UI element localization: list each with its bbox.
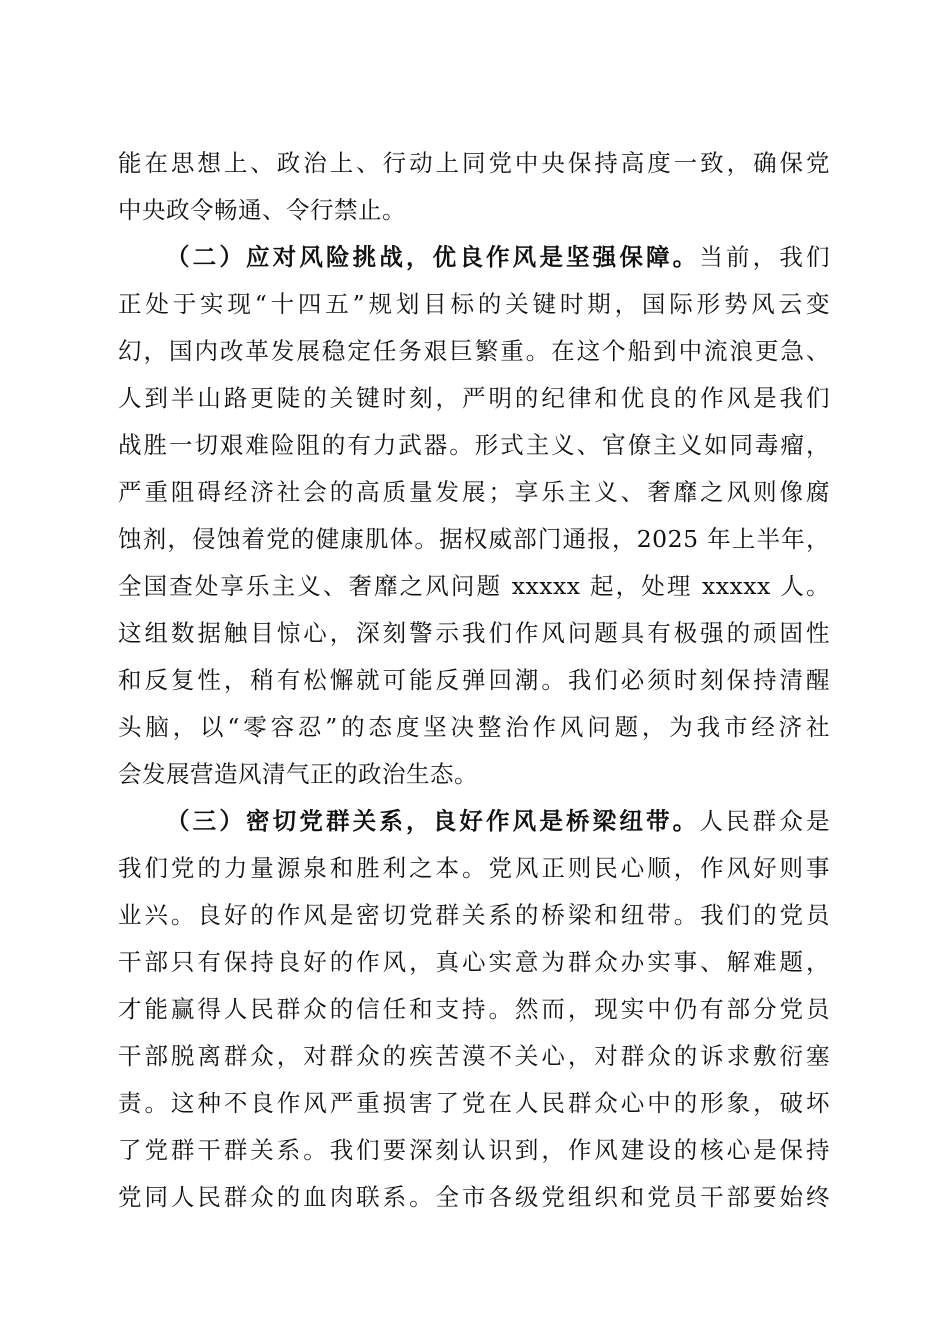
text-line: 了党群干群关系。我们要深刻认识到，作风建设的核心是保持 [118, 1136, 830, 1164]
paragraph-first-line [118, 234, 830, 281]
text-line: 和反复性，稍有松懈就可能反弹回潮。我们必须时刻保持清醒 [118, 666, 830, 694]
text-line: 这组数据触目惊心，深刻警示我们作风问题具有极强的顽固性 [118, 619, 830, 647]
section-heading: （三）密切党群关系，良好作风是桥梁纽带。 [166, 807, 700, 835]
document-body [118, 140, 830, 1221]
text-line: 才能赢得人民群众的信任和支持。然而，现实中仍有部分党员 [118, 995, 830, 1023]
heading-continuation: 人民群众是 [699, 807, 830, 835]
text-line: 人到半山路更陡的关键时刻，严明的纪律和优良的作风是我们 [118, 384, 830, 412]
heading-continuation: 当前，我们 [699, 243, 830, 271]
paragraph-2 [118, 234, 830, 798]
text-line: 干部只有保持良好的作风，真心实意为群众办实事、解难题， [118, 948, 830, 976]
text-line: 头脑，以“零容忍”的态度坚决整治作风问题，为我市经济社 [118, 713, 830, 741]
text-line: 全国查处享乐主义、奢靡之风问题 xxxxx 起，处理 xxxxx 人。 [118, 572, 830, 600]
text-line: 蚀剂，侵蚀着党的健康肌体。据权威部门通报，2025 年上半年， [118, 525, 830, 553]
text-line: 严重阻碍经济社会的高质量发展；享乐主义、奢靡之风则像腐 [118, 478, 830, 506]
paragraph-first-line [118, 798, 830, 845]
text-line: 干部脱离群众，对群众的疾苦漠不关心，对群众的诉求敷衍塞 [118, 1042, 830, 1070]
paragraph-3 [118, 798, 830, 1221]
paragraph-1 [118, 140, 830, 234]
text-line: 幻，国内改革发展稳定任务艰巨繁重。在这个船到中流浪更急、 [118, 337, 830, 365]
text-line: 正处于实现“十四五”规划目标的关键时期，国际形势风云变 [118, 290, 830, 318]
text-line: 能在思想上、政治上、行动上同党中央保持高度一致，确保党 [118, 149, 830, 177]
text-line: 党同人民群众的血肉联系。全市各级党组织和党员干部要始终 [118, 1183, 830, 1211]
text-line: 我们党的力量源泉和胜利之本。党风正则民心顺，作风好则事 [118, 854, 830, 882]
text-line: 会发展营造风清气正的政治生态。 [118, 760, 478, 788]
text-line: 业兴。良好的作风是密切党群关系的桥梁和纽带。我们的党员 [118, 901, 830, 929]
section-heading: （二）应对风险挑战，优良作风是坚强保障。 [166, 243, 700, 271]
text-line: 中央政令畅通、令行禁止。 [118, 196, 406, 224]
text-line: 责。这种不良作风严重损害了党在人民群众心中的形象，破坏 [118, 1089, 830, 1117]
text-line: 战胜一切艰难险阻的有力武器。形式主义、官僚主义如同毒瘤， [118, 431, 830, 459]
